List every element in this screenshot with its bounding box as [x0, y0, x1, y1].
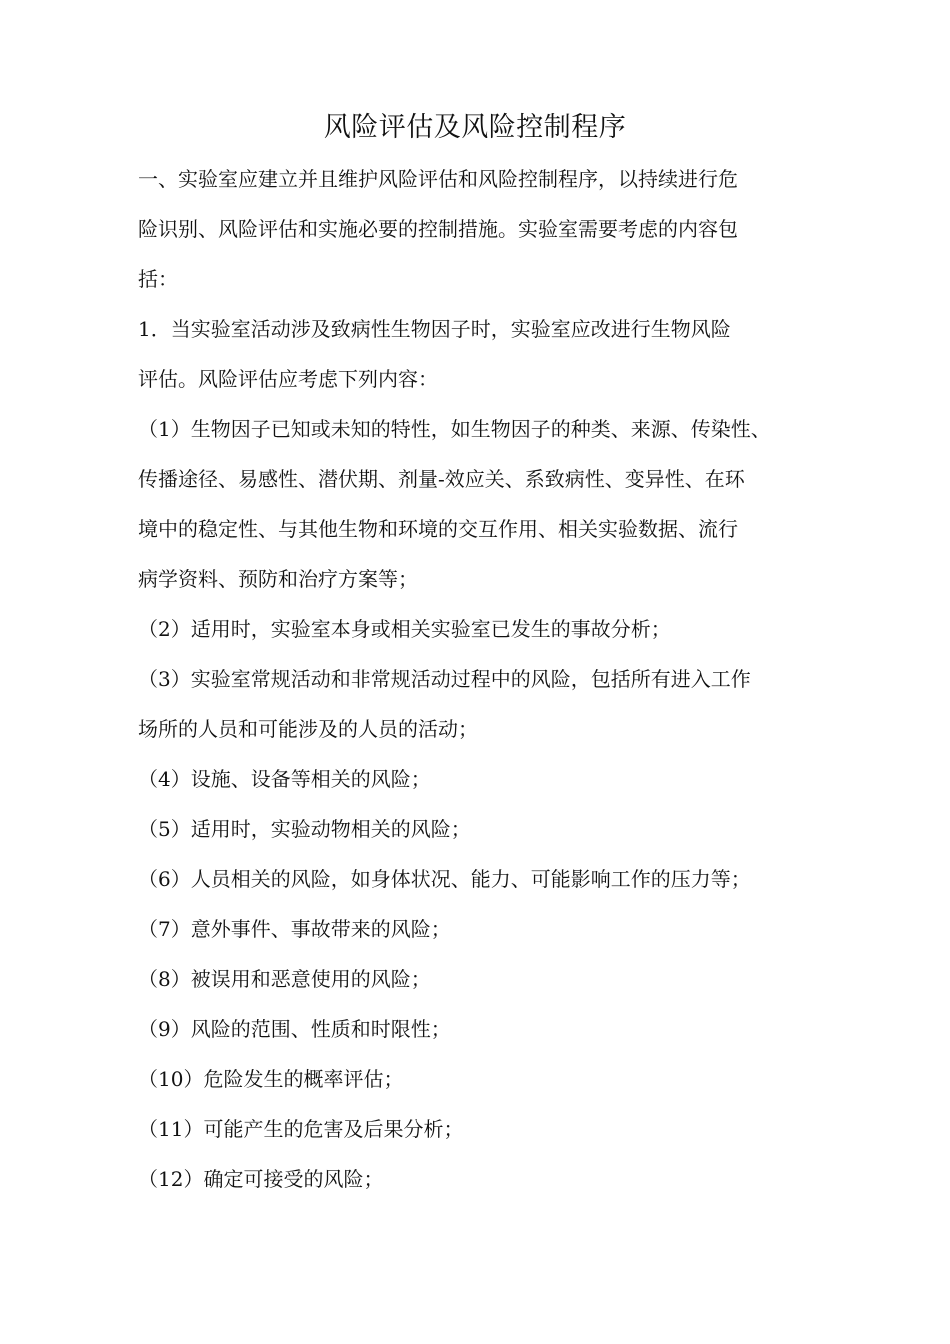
item1-line-1: （1）生物因子已知或未知的特性，如生物因子的种类、来源、传染性、: [138, 417, 771, 441]
intro-line-3: 括：: [138, 267, 178, 291]
intro-line-1: 一、实验室应建立并且维护风险评估和风险控制程序，以持续进行危: [138, 167, 738, 191]
point1-line-1: 1．当实验室活动涉及致病性生物因子时，实验室应改进行生物风险: [138, 317, 731, 341]
item1-line-3: 境中的稳定性、与其他生物和环境的交互作用、相关实验数据、流行: [138, 517, 738, 541]
point1-line-2: 评估。风险评估应考虑下列内容：: [138, 367, 438, 391]
item6-line: （6）人员相关的风险，如身体状况、能力、可能影响工作的压力等；: [138, 867, 751, 891]
intro-line-2: 险识别、风险评估和实施必要的控制措施。实验室需要考虑的内容包: [138, 217, 738, 241]
item1-line-2: 传播途径、易感性、潜伏期、剂量-效应关、系致病性、变异性、在环: [138, 467, 745, 491]
item12-line: （12）确定可接受的风险；: [138, 1167, 384, 1191]
item3-line-2: 场所的人员和可能涉及的人员的活动；: [138, 717, 478, 741]
item10-line: （10）危险发生的概率评估；: [138, 1067, 404, 1091]
item8-line: （8）被误用和恶意使用的风险；: [138, 967, 431, 991]
item4-line: （4）设施、设备等相关的风险；: [138, 767, 431, 791]
item1-line-4: 病学资料、预防和治疗方案等；: [138, 567, 418, 591]
item3-line-1: （3）实验室常规活动和非常规活动过程中的风险，包括所有进入工作: [138, 667, 751, 691]
document-title: 风险评估及风险控制程序: [323, 112, 627, 143]
item11-line: （11）可能产生的危害及后果分析；: [138, 1117, 464, 1141]
item9-line: （9）风险的范围、性质和时限性；: [138, 1017, 451, 1041]
item2-line: （2）适用时，实验室本身或相关实验室已发生的事故分析；: [138, 617, 671, 641]
item7-line: （7）意外事件、事故带来的风险；: [138, 917, 451, 941]
item5-line: （5）适用时，实验动物相关的风险；: [138, 817, 471, 841]
document-body: [138, 154, 838, 1204]
